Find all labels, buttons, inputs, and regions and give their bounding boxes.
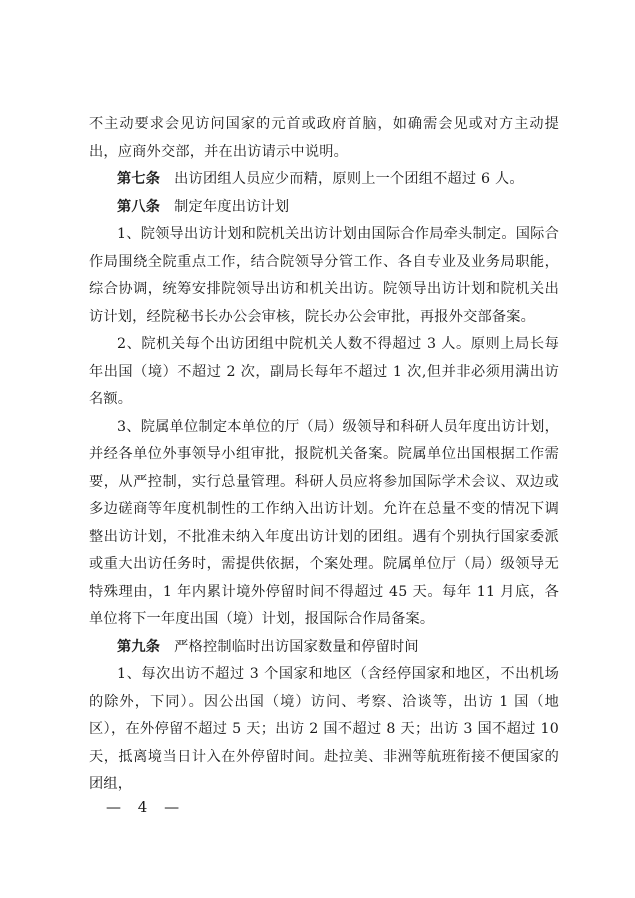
paragraph-text: 严格控制临时出访国家数量和停留时间: [174, 638, 419, 655]
article-number: 第九条: [117, 638, 161, 655]
paragraph-item-8-1: [89, 221, 559, 331]
paragraph-text: 3、院属单位制定本单位的厅（局）级领导和科研人员年度出访计划，并经各单位外事领导小组审批，报院机关备案。院属单位出国根据工作需要，从严控制，实行总量管理。科研人员应将参加国际学术会议、双边或多边磋商等年度机制性的工作纳入出访计划。允许在总量不变的情况下调整出访计划，不批准未纳入年度出访计划的团组。遇有个别执行国家委派或重大出访任务时，需提供依据，个案处理。院属单位厅（局）级领导无特殊理由，1 年内累计境外停留时间不得超过 45 天。每年 11 月底，各单位将下一年度出国（境）计划，报国际合作局备案。: [89, 418, 559, 627]
paragraph-item-8-3: [89, 414, 559, 634]
page-number: — 4 —: [106, 798, 186, 816]
paragraph-item-8-2: [89, 331, 559, 414]
paragraph-article-8: [89, 194, 559, 222]
paragraph-article-9: [89, 634, 559, 662]
paragraph-text: 2、院机关每个出访团组中院机关人数不得超过 3 人。原则上局长每年出国（境）不超过 2 次，副局长每年不超过 1 次,但并非必须用满出访名额。: [89, 336, 559, 407]
article-number: 第七条: [117, 171, 161, 187]
article-number: 第八条: [117, 198, 161, 215]
paragraph-text: 不主动要求会见访问国家的元首或政府首脑，如确需会见或对方主动提出，应商外交部，并在出访请示中说明。: [89, 116, 559, 160]
document-body: [89, 111, 559, 799]
paragraph-text: 出访团组人员应少而精，原则上一个团组不超过 6 人。: [174, 171, 524, 187]
paragraph-item-9-1: [89, 661, 559, 799]
paragraph-text: 1、院领导出访计划和院机关出访计划由国际合作局牵头制定。国际合作局围绕全院重点工作，结合院领导分管工作、各自专业及业务局职能，综合协调，统筹安排院领导出访和机关出访。院领导出访计划和院机关出访计划，经院秘书长办公会审核，院长办公会审批，再报外交部备案。: [89, 226, 559, 325]
paragraph-text: 制定年度出访计划: [174, 198, 290, 215]
paragraph-continuation: [89, 111, 559, 166]
paragraph-text: 1、每次出访不超过 3 个国家和地区（含经停国家和地区，不出机场的除外，下同）。因公出国（境）访问、考察、洽谈等，出访 1 国（地区），在外停留不超过 5 天；出访 2 国不超过 8 天；出访 3 国不超过 10 天，抵离境当日计入在外停留时间。赴拉美、非洲等航班衔接不便国家的团组，: [89, 666, 559, 792]
paragraph-article-7: [89, 166, 559, 194]
